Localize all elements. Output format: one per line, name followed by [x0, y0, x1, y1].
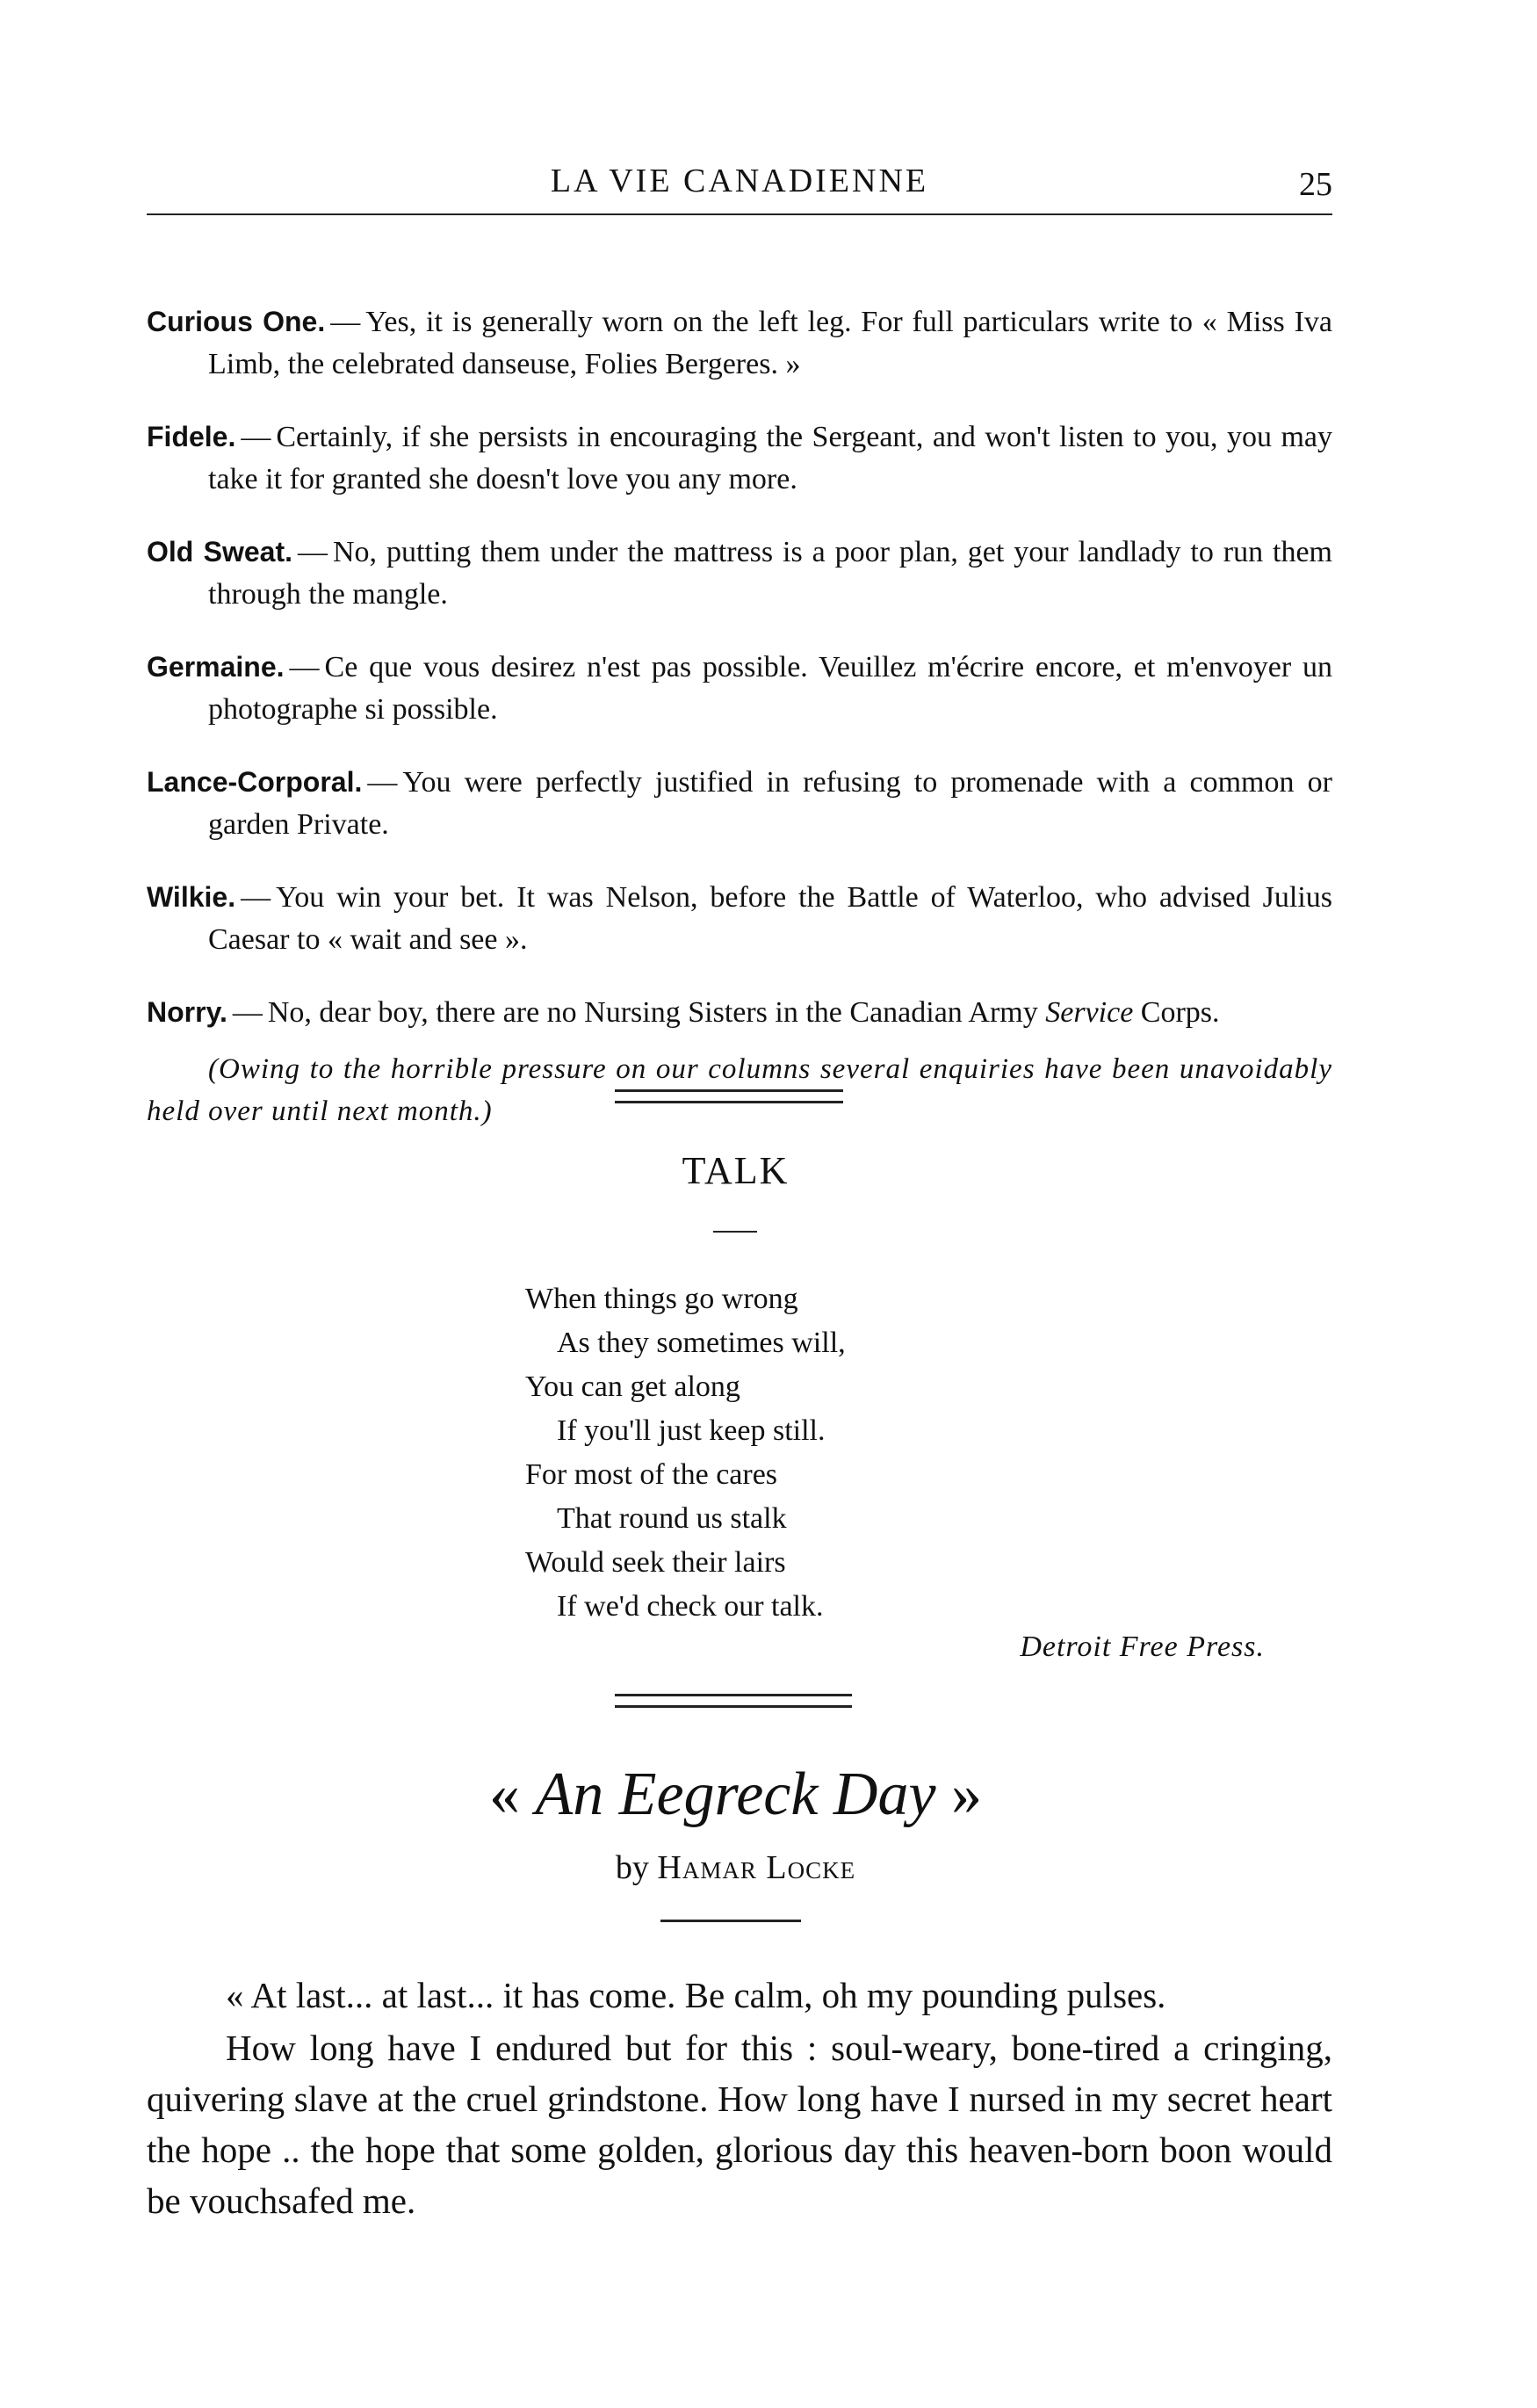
- story-title-rule: [660, 1920, 801, 1922]
- answer-text: No, putting them under the mattress is a poor plan, get your landlady to run them through the mangle.: [208, 536, 1332, 611]
- answer-fidele: [147, 416, 1332, 501]
- poem-line: You can get along: [525, 1370, 740, 1403]
- answer-lance-corporal: [147, 761, 1332, 846]
- poem-line: As they sometimes will,: [557, 1327, 846, 1359]
- answer-name: Wilkie.: [147, 881, 236, 913]
- story-body: [147, 1970, 1332, 2228]
- author-name: Hamar Locke: [657, 1849, 856, 1886]
- answer-text: You win your bet. It was Nelson, before the Battle of Waterloo, who advised Julius Caesar to « wait and see ».: [208, 881, 1332, 956]
- answer-germaine: [147, 646, 1332, 731]
- editor-note: (Owing to the horrible pressure on our columns several enquiries have been unavoidably held over until next month.): [147, 1053, 1332, 1127]
- poem-line: When things go wrong: [525, 1283, 798, 1315]
- answer-text: You were perfectly justified in refusing to promenade with a common or garden Private.: [208, 766, 1332, 841]
- story-paragraph: « At last... at last... it has come. Be calm, oh my pounding pulses.: [226, 1975, 1166, 2015]
- title-quote-close: »: [951, 1761, 983, 1828]
- poem-line: If you'll just keep still.: [557, 1414, 826, 1447]
- page-number: 25: [1299, 166, 1332, 203]
- story-title: [0, 1755, 1471, 1834]
- answer-name: Lance-Corporal.: [147, 766, 363, 798]
- answer-dash: —: [289, 651, 320, 683]
- byline: [0, 1848, 1471, 1887]
- poem-line: For most of the cares: [525, 1458, 778, 1491]
- answer-text: No, dear boy, there are no Nursing Sisters in the Canadian Army: [267, 996, 1038, 1029]
- poem-source: Detroit Free Press.: [1020, 1631, 1265, 1663]
- answer-text: Yes, it is generally worn on the left leg. For full particulars write to « Miss Iva Limb, the celebrated danseuse, Folies Bergeres. »: [208, 306, 1332, 380]
- poem-title-rule: [713, 1231, 757, 1233]
- answer-dash: —: [241, 881, 271, 914]
- answer-text: Corps.: [1140, 996, 1220, 1029]
- section-divider: [615, 1089, 843, 1103]
- answer-norry: [147, 991, 1332, 1034]
- answer-dash: —: [298, 536, 328, 568]
- answer-name: Old Sweat.: [147, 536, 292, 568]
- poem: [525, 1277, 1140, 1629]
- running-title: LA VIE CANADIENNE: [550, 163, 929, 199]
- header-rule: [147, 213, 1332, 215]
- answer-old-sweat: [147, 531, 1332, 616]
- answer-dash: —: [330, 306, 361, 338]
- answer-name: Curious One.: [147, 306, 326, 337]
- story-title-text: An Eegreck Day: [535, 1761, 936, 1828]
- title-quote-open: «: [488, 1761, 520, 1828]
- answer-name: Norry.: [147, 996, 227, 1028]
- story-paragraph: How long have I endured but for this : soul-weary, bone-tired a cringing, quivering slave at the cruel grindstone. How long have I nursed in my secret heart the hope .. the hope that some golden, glorious day this heaven-born boon would be vouchsafed me.: [147, 2028, 1332, 2221]
- poem-line: Would seek their lairs: [525, 1546, 786, 1579]
- poem-line: That round us stalk: [557, 1502, 787, 1535]
- answer-text: Certainly, if she persists in encouraging the Sergeant, and won't listen to you, you may take it for granted she doesn't love you any more.: [208, 421, 1332, 495]
- byline-prefix: by: [615, 1849, 649, 1886]
- poem-line: If we'd check our talk.: [557, 1590, 824, 1623]
- answer-dash: —: [367, 766, 398, 799]
- answer-dash: —: [232, 996, 263, 1029]
- answer-text: Ce que vous desirez n'est pas possible. Veuillez m'écrire encore, et m'envoyer un photographe si possible.: [208, 651, 1332, 726]
- poem-title: TALK: [682, 1149, 790, 1192]
- section-divider: [615, 1694, 852, 1708]
- running-header: [147, 158, 1332, 211]
- answer-name: Germaine.: [147, 651, 285, 683]
- answer-text-italic: Service: [1045, 996, 1134, 1029]
- answer-name: Fidele.: [147, 421, 236, 452]
- answer-curious-one: [147, 300, 1332, 386]
- answers-column: [147, 271, 1332, 1161]
- answer-wilkie: [147, 876, 1332, 961]
- answer-dash: —: [241, 421, 271, 453]
